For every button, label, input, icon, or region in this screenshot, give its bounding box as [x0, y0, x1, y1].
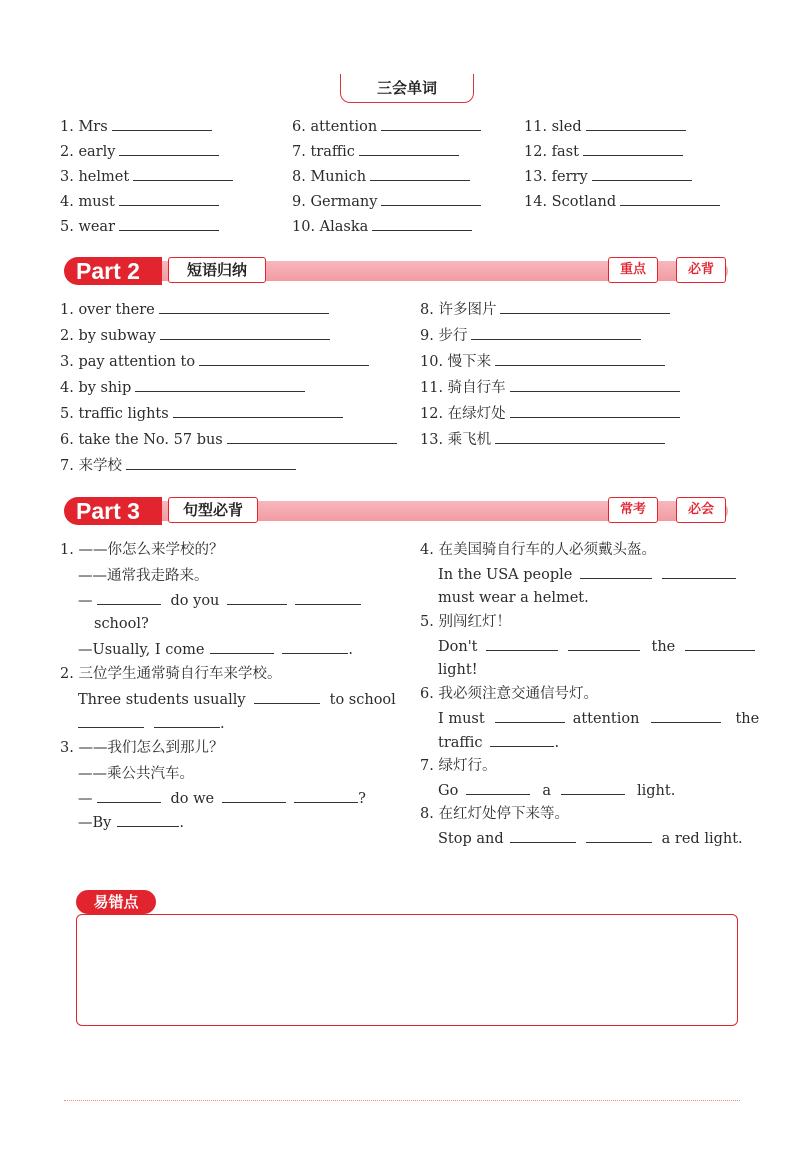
part2-pill: Part 2 [64, 257, 162, 285]
word-item: 14. Scotland [524, 191, 720, 212]
phrase-item: 4. by ship [60, 377, 305, 398]
phrase-item: 3. pay attention to [60, 351, 369, 372]
answer-blank[interactable] [466, 780, 530, 795]
word-item: 13. ferry [524, 166, 692, 187]
answer-blank[interactable] [580, 564, 652, 579]
word-item: 11. sled [524, 116, 686, 137]
answer-blank[interactable] [133, 166, 233, 181]
answer-blank[interactable] [359, 141, 459, 156]
section-title: 三会单词 [340, 74, 474, 103]
q2-line2: . [78, 713, 225, 734]
word-item: 5. wear [60, 216, 219, 237]
answer-blank[interactable] [173, 403, 343, 418]
phrase-item: 5. traffic lights [60, 403, 343, 424]
part3-tag-frequent: 常考 [608, 497, 658, 523]
answer-blank[interactable] [471, 325, 641, 340]
answer-blank[interactable] [160, 325, 330, 340]
phrase-item: 13. 乘飞机 [420, 429, 665, 450]
answer-blank[interactable] [586, 828, 652, 843]
answer-blank[interactable] [592, 166, 692, 181]
word-item: 7. traffic [292, 141, 459, 162]
part3-pill: Part 3 [64, 497, 162, 525]
answer-blank[interactable] [381, 191, 481, 206]
q1-line2: —Usually, I come . [78, 639, 353, 660]
answer-blank[interactable] [294, 788, 358, 803]
answer-blank[interactable] [662, 564, 736, 579]
answer-blank[interactable] [210, 639, 274, 654]
q3-line: — do we ? [78, 788, 366, 809]
answer-blank[interactable] [495, 351, 665, 366]
q1-prompt: 1. ——你怎么来学校的？ [60, 542, 224, 558]
word-item: 1. Mrs [60, 116, 212, 137]
q4-tail: must wear a helmet. [438, 590, 589, 606]
answer-blank[interactable] [583, 141, 683, 156]
answer-blank[interactable] [97, 788, 161, 803]
q4-line: In the USA people [438, 564, 736, 585]
answer-blank[interactable] [159, 299, 329, 314]
part2-tag-key: 重点 [608, 257, 658, 283]
q6-prompt: 6. 我必须注意交通信号灯。 [420, 686, 598, 702]
q7-prompt: 7. 绿灯行。 [420, 758, 497, 774]
q5-prompt: 5. 别闯红灯！ [420, 614, 511, 630]
part3-tag-master: 必会 [676, 497, 726, 523]
answer-blank[interactable] [112, 116, 212, 131]
part2-tag-recite: 必背 [676, 257, 726, 283]
word-item: 10. Alaska [292, 216, 472, 237]
answer-blank[interactable] [495, 429, 665, 444]
phrase-item: 7. 来学校 [60, 455, 296, 476]
q1-reply: ——通常我走路来。 [78, 568, 209, 584]
q6-line: I must attention the [438, 708, 759, 729]
answer-blank[interactable] [119, 191, 219, 206]
answer-blank[interactable] [561, 780, 625, 795]
q2-line: Three students usually to school [78, 689, 396, 710]
answer-blank[interactable] [222, 788, 286, 803]
q1-line: — do you [78, 590, 361, 611]
answer-blank[interactable] [372, 216, 472, 231]
mistakes-label: 易错点 [76, 890, 156, 914]
part3-label: 句型必背 [168, 497, 258, 523]
word-item: 6. attention [292, 116, 481, 137]
answer-blank[interactable] [119, 216, 219, 231]
answer-blank[interactable] [568, 636, 640, 651]
phrase-item: 10. 慢下来 [420, 351, 665, 372]
answer-blank[interactable] [117, 812, 179, 827]
word-item: 4. must [60, 191, 219, 212]
answer-blank[interactable] [199, 351, 369, 366]
answer-blank[interactable] [295, 590, 361, 605]
word-item: 3. helmet [60, 166, 233, 187]
answer-blank[interactable] [154, 713, 220, 728]
q3-prompt: 3. ——我们怎么到那儿？ [60, 740, 224, 756]
q7-line: Go a light. [438, 780, 675, 801]
answer-blank[interactable] [510, 377, 680, 392]
answer-blank[interactable] [685, 636, 755, 651]
answer-blank[interactable] [227, 429, 397, 444]
phrase-item: 12. 在绿灯处 [420, 403, 680, 424]
answer-blank[interactable] [227, 590, 287, 605]
answer-blank[interactable] [78, 713, 144, 728]
q3-line2: —By . [78, 812, 184, 833]
q1-tail: school? [94, 616, 149, 632]
answer-blank[interactable] [500, 299, 670, 314]
answer-blank[interactable] [651, 708, 721, 723]
q8-prompt: 8. 在红灯处停下来等。 [420, 806, 569, 822]
q5-line: Don't the [438, 636, 755, 657]
phrase-item: 9. 步行 [420, 325, 641, 346]
answer-blank[interactable] [510, 403, 680, 418]
answer-blank[interactable] [97, 590, 161, 605]
answer-blank[interactable] [370, 166, 470, 181]
phrase-item: 2. by subway [60, 325, 330, 346]
word-item: 2. early [60, 141, 219, 162]
q6-line2: traffic . [438, 732, 559, 753]
answer-blank[interactable] [620, 191, 720, 206]
answer-blank[interactable] [486, 636, 558, 651]
answer-blank[interactable] [119, 141, 219, 156]
answer-blank[interactable] [282, 639, 348, 654]
phrase-item: 1. over there [60, 299, 329, 320]
answer-blank[interactable] [510, 828, 576, 843]
answer-blank[interactable] [381, 116, 481, 131]
phrase-item: 6. take the No. 57 bus [60, 429, 397, 450]
footer-rule [64, 1100, 740, 1101]
phrase-item: 8. 许多图片 [420, 299, 670, 320]
q2-prompt: 2. 三位学生通常骑自行车来学校。 [60, 666, 282, 682]
q3-reply: ——乘公共汽车。 [78, 766, 194, 782]
answer-blank[interactable] [126, 455, 296, 470]
answer-blank[interactable] [254, 689, 320, 704]
answer-blank[interactable] [586, 116, 686, 131]
answer-blank[interactable] [135, 377, 305, 392]
word-item: 8. Munich [292, 166, 470, 187]
answer-blank[interactable] [495, 708, 565, 723]
q8-line: Stop and a red light. [438, 828, 743, 849]
q5-tail: light! [438, 662, 478, 678]
part2-label: 短语归纳 [168, 257, 266, 283]
phrase-item: 11. 骑自行车 [420, 377, 680, 398]
mistakes-box[interactable] [76, 914, 738, 1026]
word-item: 12. fast [524, 141, 683, 162]
q4-prompt: 4. 在美国骑自行车的人必须戴头盔。 [420, 542, 656, 558]
answer-blank[interactable] [490, 732, 554, 747]
word-item: 9. Germany [292, 191, 481, 212]
